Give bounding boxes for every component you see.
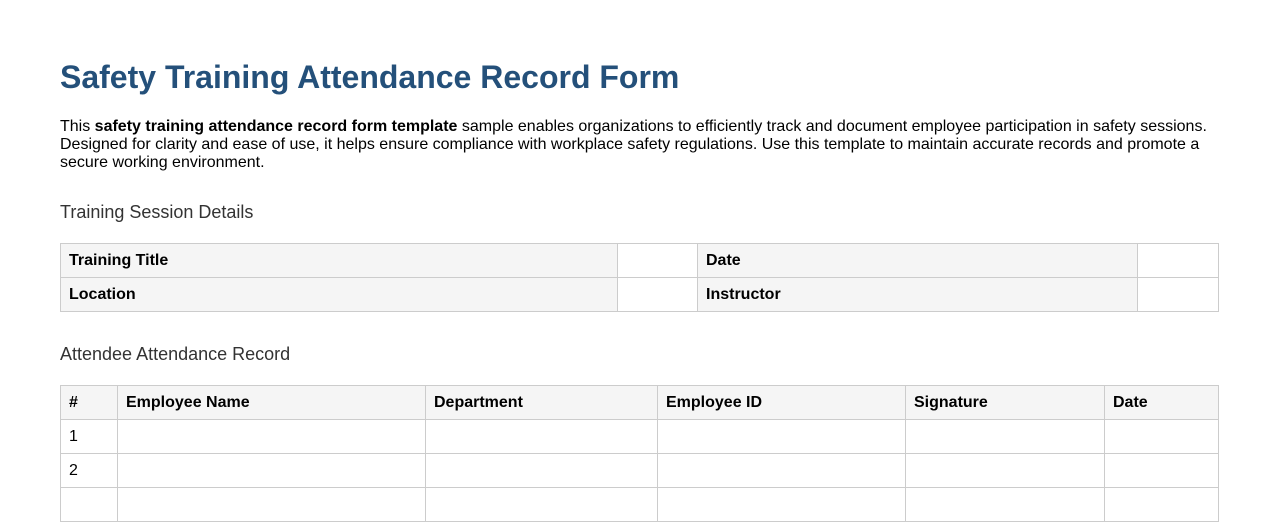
intro-suffix: sample enables organizations to efficiently track and document employee participation in safety sessions. Designed for clarity and ease of use, it helps ensure compliance with workplace safety regulations. Use this template to maintain accurate records and promote a secure working environment. — [60, 118, 1207, 171]
department-cell[interactable] — [426, 420, 658, 454]
employee-id-cell[interactable] — [658, 488, 906, 522]
location-value[interactable] — [618, 278, 698, 312]
employee-name-cell[interactable] — [118, 454, 426, 488]
signature-cell[interactable] — [906, 420, 1105, 454]
table-row — [61, 278, 1219, 312]
date-cell[interactable] — [1105, 488, 1219, 522]
date-label: Date — [698, 244, 1138, 278]
employee-id-cell[interactable] — [658, 454, 906, 488]
col-number: # — [61, 386, 118, 420]
employee-id-cell[interactable] — [658, 420, 906, 454]
attendance-heading: Attendee Attendance Record — [60, 344, 291, 364]
department-cell[interactable] — [426, 454, 658, 488]
table-row — [61, 454, 1219, 488]
date-cell[interactable] — [1105, 420, 1219, 454]
col-employee-name: Employee Name — [118, 386, 426, 420]
col-employee-id: Employee ID — [658, 386, 906, 420]
col-department: Department — [426, 386, 658, 420]
intro-paragraph — [60, 118, 1218, 172]
table-row — [61, 244, 1219, 278]
signature-cell[interactable] — [906, 488, 1105, 522]
row-number: 1 — [61, 420, 118, 454]
instructor-label: Instructor — [698, 278, 1138, 312]
employee-name-cell[interactable] — [118, 488, 426, 522]
intro-bold: safety training attendance record form template — [94, 118, 458, 135]
table-row — [61, 488, 1219, 522]
row-number: 2 — [61, 454, 118, 488]
training-title-label: Training Title — [61, 244, 618, 278]
col-signature: Signature — [906, 386, 1105, 420]
instructor-value[interactable] — [1138, 278, 1219, 312]
location-label: Location — [61, 278, 618, 312]
employee-name-cell[interactable] — [118, 420, 426, 454]
session-heading: Training Session Details — [60, 202, 254, 222]
header-row — [61, 386, 1219, 420]
table-row — [61, 420, 1219, 454]
page-title: Safety Training Attendance Record Form — [60, 59, 680, 95]
department-cell[interactable] — [426, 488, 658, 522]
col-date: Date — [1105, 386, 1219, 420]
intro-prefix: This — [60, 118, 95, 135]
date-cell[interactable] — [1105, 454, 1219, 488]
signature-cell[interactable] — [906, 454, 1105, 488]
attendance-table — [60, 385, 1219, 522]
training-title-value[interactable] — [618, 244, 698, 278]
row-number — [61, 488, 118, 522]
date-value[interactable] — [1138, 244, 1219, 278]
session-details-table — [60, 243, 1219, 312]
